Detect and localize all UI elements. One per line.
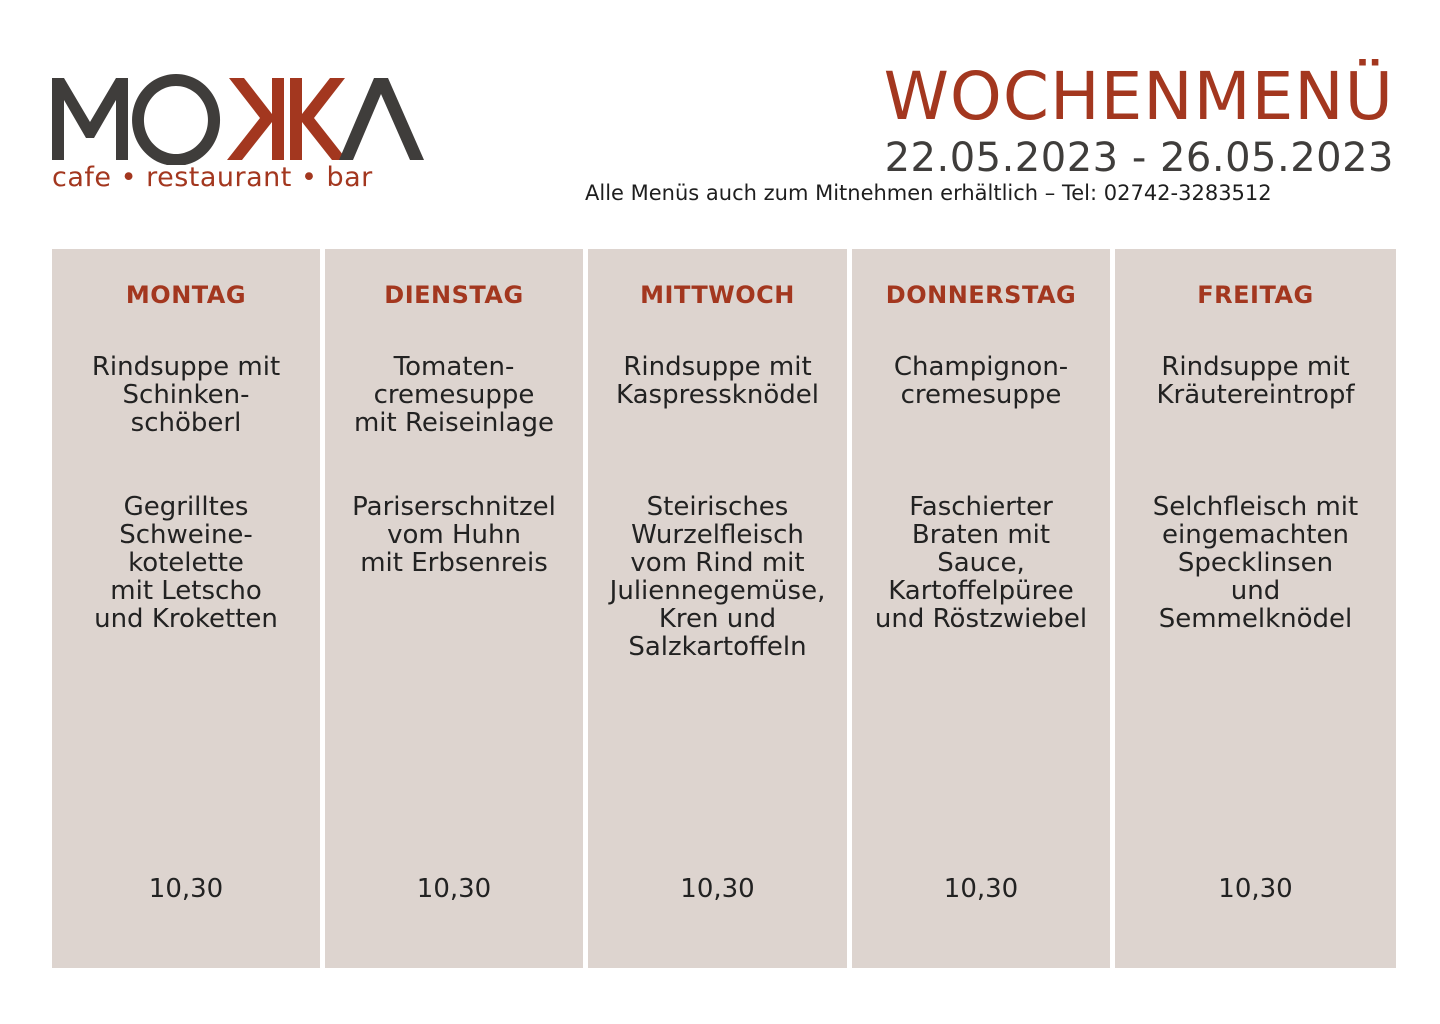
date-range: 22.05.2023 - 26.05.2023	[884, 135, 1394, 181]
soup-dish: Tomaten- cremesuppe mit Reiseinlage	[353, 352, 555, 438]
day-heading: DONNERSTAG	[885, 281, 1077, 309]
weekly-menu-grid	[52, 249, 1396, 968]
soup-dish: Rindsuppe mit Schinken- schöberl	[91, 352, 281, 438]
brand-tagline: cafe • restaurant • bar	[52, 162, 373, 193]
page-title: WOCHENMENÜ	[883, 58, 1394, 135]
dish-price: 10,30	[416, 874, 492, 904]
day-heading: FREITAG	[1197, 281, 1314, 309]
takeaway-note: Alle Menüs auch zum Mitnehmen erhältlich – Tel: 02742-3283512	[585, 181, 1272, 205]
day-heading: DIENSTAG	[384, 281, 524, 309]
day-column-thursday	[852, 249, 1110, 968]
main-dish: Gegrilltes Schweine- kotelette mit Letscho und Kroketten	[94, 492, 278, 634]
main-dish: Selchfleisch mit eingemachten Specklinsen und Semmelknödel	[1152, 492, 1359, 634]
dish-price: 10,30	[148, 874, 224, 904]
day-heading: MONTAG	[125, 281, 247, 309]
day-column-friday	[1115, 249, 1396, 968]
main-dish: Faschierter Braten mit Sauce, Kartoffelpüree und Röstzwiebel	[874, 492, 1088, 634]
dish-price: 10,30	[943, 874, 1019, 904]
dish-price: 10,30	[680, 874, 755, 904]
day-column-tuesday	[325, 249, 583, 968]
main-dish: Steirisches Wurzelfleisch vom Rind mit Juliennegemüse, Kren und Salzkartoffeln	[609, 492, 826, 662]
dish-price: 10,30	[1218, 874, 1293, 904]
mokka-logo-mark	[52, 70, 432, 165]
day-heading: MITTWOCH	[640, 281, 795, 309]
soup-dish: Rindsuppe mit Kräutereintropf	[1156, 352, 1355, 410]
day-column-wednesday	[588, 249, 847, 968]
soup-dish: Champignon- cremesuppe	[893, 352, 1069, 410]
menu-header	[884, 58, 1394, 180]
soup-dish: Rindsuppe mit Kaspressknödel	[616, 352, 819, 410]
day-column-monday	[52, 249, 320, 968]
main-dish: Pariserschnitzel vom Huhn mit Erbsenreis	[352, 492, 556, 578]
